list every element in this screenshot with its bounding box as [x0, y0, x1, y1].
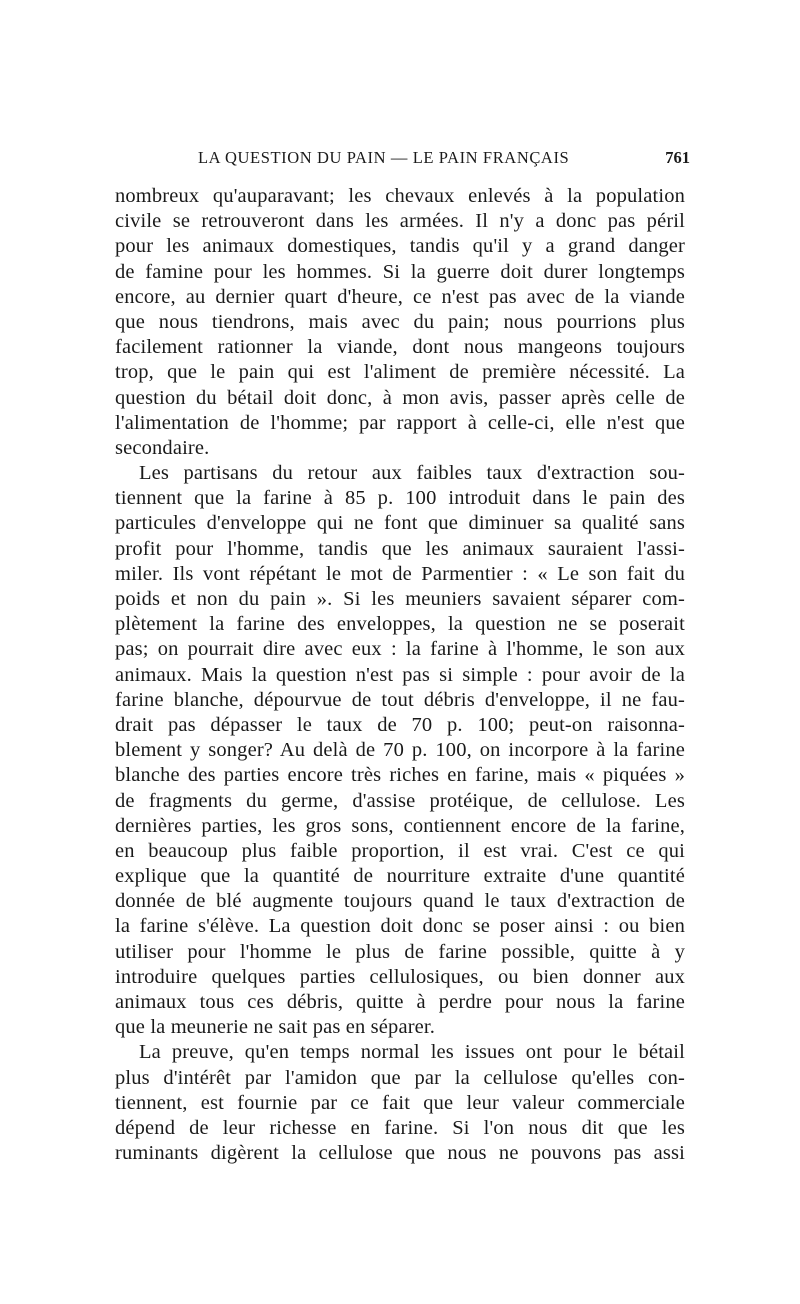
text-line: ruminants digèrent la cellulose que nous ne pouvons pas assi — [115, 1142, 685, 1165]
text-line: en beaucoup plus faible proportion, il est vrai. C'est ce qui — [115, 839, 685, 862]
text-line: tiennent, est fournie par ce fait que leur valeur commerciale — [115, 1091, 685, 1114]
text-line: drait pas dépasser le taux de 70 p. 100; peut-on raisonna- — [115, 713, 685, 736]
text-line: question du bétail doit donc, à mon avis, passer après celle de — [115, 386, 685, 409]
text-line: pas; on pourrait dire avec eux : la farine à l'homme, le son aux — [115, 638, 685, 661]
page-number: 761 — [665, 148, 690, 167]
text-line: farine blanche, dépourvue de tout débris d'enveloppe, il ne fau- — [115, 688, 685, 711]
text-line: blement y songer? Au delà de 70 p. 100, on incorpore à la farine — [115, 739, 685, 762]
text-line: La preuve, qu'en temps normal les issues ont pour le bétail — [139, 1041, 685, 1064]
text-line: l'alimentation de l'homme; par rapport à celle-ci, elle n'est que — [115, 411, 685, 434]
text-line: plus d'intérêt par l'amidon que par la cellulose qu'elles con- — [115, 1066, 685, 1089]
text-line: animaux. Mais la question n'est pas si simple : pour avoir de la — [115, 663, 685, 686]
text-line: plètement la farine des enveloppes, la question ne se poserait — [115, 613, 685, 636]
running-title: LA QUESTION DU PAIN — LE PAIN FRANÇAIS — [198, 148, 570, 167]
text-line: introduire quelques parties cellulosiques, ou bien donner aux — [115, 965, 685, 988]
text-line: que la meunerie ne sait pas en séparer. — [115, 1016, 436, 1039]
paragraph — [115, 184, 685, 461]
text-line: civile se retrouveront dans les armées. Il n'y a donc pas péril — [115, 210, 685, 233]
text-line: encore, au dernier quart d'heure, ce n'est pas avec de la viande — [115, 285, 685, 308]
text-line: Les partisans du retour aux faibles taux d'extraction sou- — [139, 462, 685, 485]
text-line: miler. Ils vont répétant le mot de Parmentier : « Le son fait du — [115, 562, 685, 585]
text-line: profit pour l'homme, tandis que les animaux sauraient l'assi- — [115, 537, 685, 560]
text-line: poids et non du pain ». Si les meuniers savaient séparer com- — [115, 588, 685, 610]
text-line: secondaire. — [115, 436, 210, 459]
text-line: utiliser pour l'homme le plus de farine possible, quitte à y — [115, 940, 685, 963]
text-line: de famine pour les hommes. Si la guerre doit durer longtemps — [115, 260, 685, 283]
text-line: facilement rationner la viande, dont nous mangeons toujours — [115, 336, 685, 359]
text-line: de fragments du germe, d'assise protéique, de cellulose. Les — [115, 789, 685, 812]
text-line: la farine s'élève. La question doit donc se poser ainsi : ou bien — [115, 915, 685, 938]
text-line: animaux tous ces débris, quitte à perdre pour nous la farine — [115, 991, 685, 1013]
paragraph — [115, 1040, 685, 1166]
text-line: trop, que le pain qui est l'aliment de première nécessité. La — [115, 361, 685, 384]
text-line: pour les animaux domestiques, tandis qu'il y a grand danger — [115, 235, 685, 258]
body-text — [115, 184, 685, 1166]
text-line: particules d'enveloppe qui ne font que diminuer sa qualité sans — [115, 512, 685, 535]
text-line: nombreux qu'auparavant; les chevaux enlevés à la population — [115, 185, 685, 207]
text-line: donnée de blé augmente toujours quand le taux d'extraction de — [115, 890, 685, 913]
paragraph — [115, 461, 685, 1040]
text-line: que nous tiendrons, mais avec du pain; nous pourrions plus — [115, 310, 685, 333]
running-head — [150, 148, 690, 172]
text-line: dernières parties, les gros sons, contiennent encore de la farine, — [115, 814, 685, 837]
text-line: dépend de leur richesse en farine. Si l'on nous dit que les — [115, 1116, 685, 1139]
text-line: blanche des parties encore très riches en farine, mais « piquées » — [115, 764, 685, 787]
text-line: explique que la quantité de nourriture extraite d'une quantité — [115, 865, 685, 888]
text-line: tiennent que la farine à 85 p. 100 introduit dans le pain des — [115, 487, 685, 510]
